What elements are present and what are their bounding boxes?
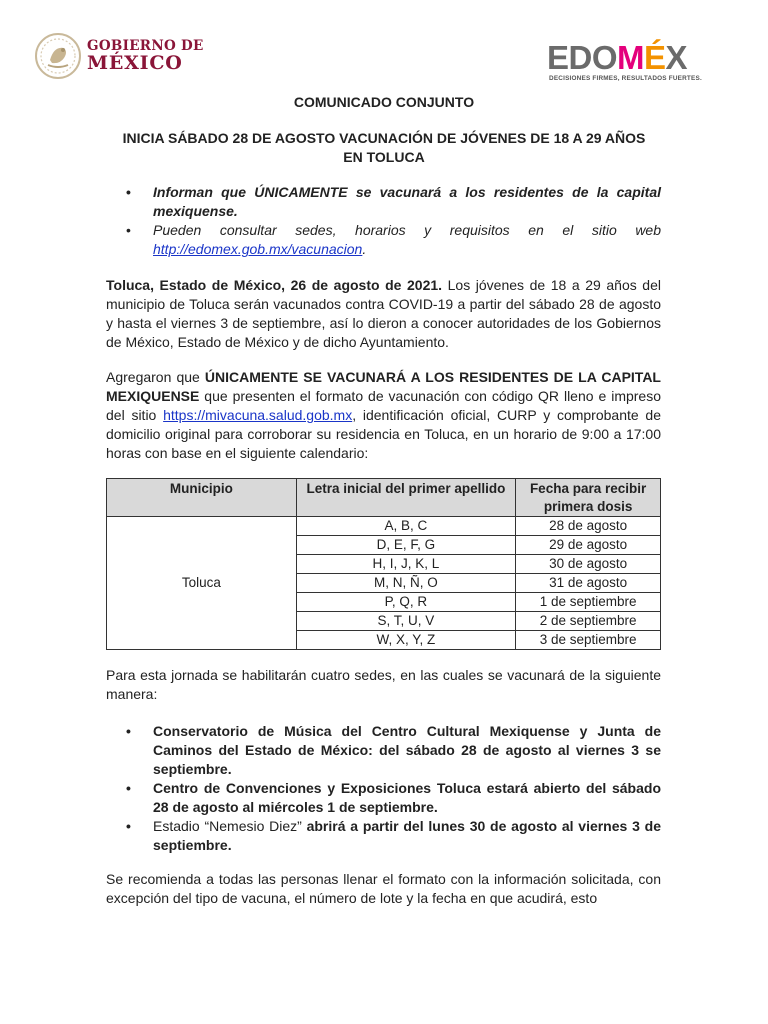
sede-3-name: Estadio “Nemesio Diez” (153, 818, 302, 834)
mexico-coat-of-arms-icon (34, 32, 82, 80)
paragraph-2 (106, 368, 661, 463)
fecha-cell: 1 de septiembre (516, 593, 661, 612)
page-title: COMUNICADO CONJUNTO (293, 94, 475, 110)
fecha-cell: 30 de agosto (516, 555, 661, 574)
edomex-part-x: X (665, 39, 688, 76)
list-item (128, 722, 661, 779)
fecha-cell: 29 de agosto (516, 536, 661, 555)
list-item (128, 779, 661, 817)
bullet-icon: • (126, 222, 131, 238)
sedes-list (128, 722, 661, 855)
bullet-icon: • (126, 184, 131, 200)
letras-cell: H, I, J, K, L (296, 555, 516, 574)
fecha-cell: 31 de agosto (516, 574, 661, 593)
list-item (128, 221, 661, 259)
gobierno-de-text: GOBIERNO DE (87, 38, 204, 54)
paragraph-1 (106, 276, 661, 352)
sede-1-text: Conservatorio de Música del Centro Cultural Mexiquense y Junta de Caminos del Estado de México: del sábado 28 de agosto al viernes 3 se septiembre. (153, 723, 661, 777)
letras-cell: W, X, Y, Z (296, 631, 516, 650)
table-row (107, 517, 661, 536)
header-municipio: Municipio (107, 479, 297, 517)
fecha-cell: 2 de septiembre (516, 612, 661, 631)
edomex-part-m: M (617, 39, 645, 76)
paragraph-2-emphasis: ÚNICAMENTE SE VACUNARÁ A LOS RESIDENTES DE LA CAPITAL MEXIQUENSE (106, 369, 661, 404)
letras-cell: S, T, U, V (296, 612, 516, 631)
highlight-list (128, 183, 661, 259)
paragraph-2-c: que presenten el formato de vacunación con código QR lleno e impreso del sitio (106, 388, 661, 423)
fecha-cell: 3 de septiembre (516, 631, 661, 650)
letras-cell: D, E, F, G (296, 536, 516, 555)
municipio-cell: Toluca (107, 517, 297, 650)
paragraph-4: Se recomienda a todas las personas llenar el formato con la información solicitada, con excepción del tipo de vacuna, el número de lote y la fecha en que acudirá, esto (106, 871, 661, 906)
header-fecha: Fecha para recibir primera dosis (516, 479, 661, 517)
paragraph-1-body: Los jóvenes de 18 a 29 años del municipio de Toluca serán vacunados contra COVID-19 a partir del sábado 28 de agosto y hasta el viernes 3 de septiembre, así lo dieron a conocer autoridades de los Gobiernos de México, Estado de México y de dicho Ayuntamiento. (106, 277, 661, 350)
mivacuna-link[interactable]: https://mivacuna.salud.gob.mx (163, 407, 353, 423)
bullet-icon: • (126, 818, 131, 834)
highlight-1-text: Informan que ÚNICAMENTE se vacunará a los residentes de la capital mexiquense. (153, 184, 661, 219)
paragraph-2-a: Agregaron que (106, 369, 205, 385)
header-letra: Letra inicial del primer apellido (296, 479, 516, 517)
highlight-2-text: Pueden consultar sedes, horarios y requisitos en el sitio web (153, 222, 661, 238)
subtitle-line-2: EN TOLUCA (343, 149, 425, 165)
highlight-2-end: . (362, 241, 367, 257)
bullet-icon: • (126, 780, 131, 796)
letras-cell: P, Q, R (296, 593, 516, 612)
fecha-cell: 28 de agosto (516, 517, 661, 536)
dateline: Toluca, Estado de México, 26 de agosto de 2021. (106, 277, 443, 293)
bullet-icon: • (126, 723, 131, 739)
paragraph-3: Para esta jornada se habilitarán cuatro sedes, en las cuales se vacunará de la siguiente manera: (106, 667, 661, 702)
sede-3-text: abrirá a partir del lunes 30 de agosto al viernes 3 de septiembre. (153, 818, 661, 853)
sede-2-text: Centro de Convenciones y Exposiciones Toluca estará abierto del sábado 28 de agosto al miércoles 1 de septiembre. (153, 780, 661, 815)
mexico-text: MÉXICO (87, 52, 183, 74)
table-header-row (107, 479, 661, 517)
edomex-logo (547, 39, 727, 86)
vaccination-calendar-table (106, 478, 661, 650)
list-item (128, 817, 661, 855)
letras-cell: A, B, C (296, 517, 516, 536)
edomex-tagline: DECISIONES FIRMES, RESULTADOS FUERTES. (549, 75, 702, 82)
edomex-wordmark (547, 39, 688, 76)
letras-cell: M, N, Ñ, O (296, 574, 516, 593)
list-item (128, 183, 661, 221)
gobierno-de-mexico-logo (34, 32, 224, 82)
edomex-part-e: É (644, 39, 666, 76)
edomex-part-edo: EDO (547, 39, 618, 76)
subtitle-line-1: INICIA SÁBADO 28 DE AGOSTO VACUNACIÓN DE JÓVENES DE 18 A 29 AÑOS (122, 130, 646, 146)
paragraph-2-d: , identificación oficial, CURP y comprobante de domicilio original para corroborar su residencia en Toluca, en un horario de 9:00 a 17:00 horas con base en el siguiente calendario: (106, 407, 661, 461)
edomex-vacunacion-link[interactable]: http://edomex.gob.mx/vacunacion (153, 241, 363, 257)
